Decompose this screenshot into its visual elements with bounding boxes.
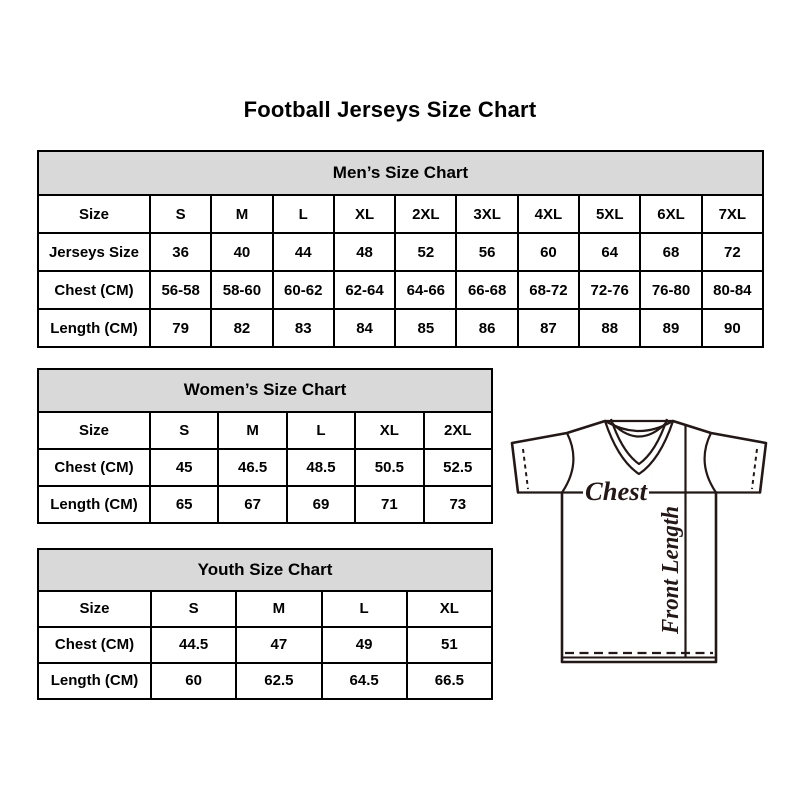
cell: L — [287, 412, 355, 449]
cell: 72 — [702, 233, 763, 271]
cell: 45 — [150, 449, 218, 486]
cell: 86 — [456, 309, 517, 347]
cell: 64-66 — [395, 271, 456, 309]
cell: 89 — [640, 309, 701, 347]
cell: M — [218, 412, 286, 449]
cell: 49 — [322, 627, 407, 663]
table-row — [38, 486, 492, 523]
cell: 90 — [702, 309, 763, 347]
cell: XL — [334, 195, 395, 233]
cell: 68-72 — [518, 271, 579, 309]
jersey-outline — [512, 421, 766, 662]
cell: 44 — [273, 233, 334, 271]
table-row — [38, 271, 763, 309]
cell: 48.5 — [287, 449, 355, 486]
cell: M — [211, 195, 272, 233]
cell: 58-60 — [211, 271, 272, 309]
cell: 3XL — [456, 195, 517, 233]
cell: 7XL — [702, 195, 763, 233]
jersey-diagram-svg — [505, 403, 775, 673]
cell: 88 — [579, 309, 640, 347]
cell: 6XL — [640, 195, 701, 233]
cell: 82 — [211, 309, 272, 347]
cell: M — [236, 591, 321, 627]
table-row — [38, 195, 763, 233]
cell: 62.5 — [236, 663, 321, 699]
cell: 71 — [355, 486, 423, 523]
cell: 64 — [579, 233, 640, 271]
row-label: Length (CM) — [38, 663, 151, 699]
womens-size-table — [37, 368, 493, 524]
cell: 65 — [150, 486, 218, 523]
cell: 52.5 — [424, 449, 492, 486]
table-row — [38, 233, 763, 271]
row-label: Length (CM) — [38, 486, 150, 523]
cell: 76-80 — [640, 271, 701, 309]
table-row — [38, 449, 492, 486]
cell: S — [150, 412, 218, 449]
cell: L — [273, 195, 334, 233]
table-row — [38, 412, 492, 449]
cell: 52 — [395, 233, 456, 271]
row-label: Jerseys Size — [38, 233, 150, 271]
cell: 56 — [456, 233, 517, 271]
womens-table-title: Women’s Size Chart — [38, 369, 492, 412]
table-row — [38, 663, 492, 699]
cell: 60 — [518, 233, 579, 271]
cell: 80-84 — [702, 271, 763, 309]
cell: 2XL — [395, 195, 456, 233]
table-row — [38, 309, 763, 347]
mens-table-title: Men’s Size Chart — [38, 151, 763, 195]
cell: 73 — [424, 486, 492, 523]
row-label: Chest (CM) — [38, 627, 151, 663]
cell: 64.5 — [322, 663, 407, 699]
cell: 2XL — [424, 412, 492, 449]
cell: 66-68 — [456, 271, 517, 309]
cell: 79 — [150, 309, 211, 347]
cell: S — [151, 591, 236, 627]
youth-table-title: Youth Size Chart — [38, 549, 492, 591]
jersey-collar — [605, 419, 673, 474]
cell: 66.5 — [407, 663, 492, 699]
cell: 85 — [395, 309, 456, 347]
cell: L — [322, 591, 407, 627]
row-label: Size — [38, 412, 150, 449]
cell: 36 — [150, 233, 211, 271]
page-title: Football Jerseys Size Chart — [243, 97, 537, 122]
cell: XL — [407, 591, 492, 627]
cell: 83 — [273, 309, 334, 347]
cell: 56-58 — [150, 271, 211, 309]
cell: 44.5 — [151, 627, 236, 663]
cell: 72-76 — [579, 271, 640, 309]
cell: 84 — [334, 309, 395, 347]
cell: 69 — [287, 486, 355, 523]
cell: 51 — [407, 627, 492, 663]
table-row — [38, 591, 492, 627]
table-row — [38, 627, 492, 663]
cell: S — [150, 195, 211, 233]
mens-size-table — [37, 150, 764, 348]
cell: 47 — [236, 627, 321, 663]
row-label: Length (CM) — [38, 309, 150, 347]
cell: XL — [355, 412, 423, 449]
row-label: Size — [38, 195, 150, 233]
row-label: Chest (CM) — [38, 449, 150, 486]
cell: 48 — [334, 233, 395, 271]
cell: 87 — [518, 309, 579, 347]
youth-size-table — [37, 548, 493, 700]
jersey-measurement-diagram — [505, 403, 775, 673]
cell: 40 — [211, 233, 272, 271]
cell: 46.5 — [218, 449, 286, 486]
cell: 68 — [640, 233, 701, 271]
cell: 62-64 — [334, 271, 395, 309]
cell: 5XL — [579, 195, 640, 233]
cell: 67 — [218, 486, 286, 523]
front-length-label: Front Length — [658, 499, 684, 634]
row-label: Chest (CM) — [38, 271, 150, 309]
cell: 60 — [151, 663, 236, 699]
cell: 50.5 — [355, 449, 423, 486]
cell: 60-62 — [273, 271, 334, 309]
chest-label: Chest — [585, 477, 648, 506]
cell: 4XL — [518, 195, 579, 233]
row-label: Size — [38, 591, 151, 627]
